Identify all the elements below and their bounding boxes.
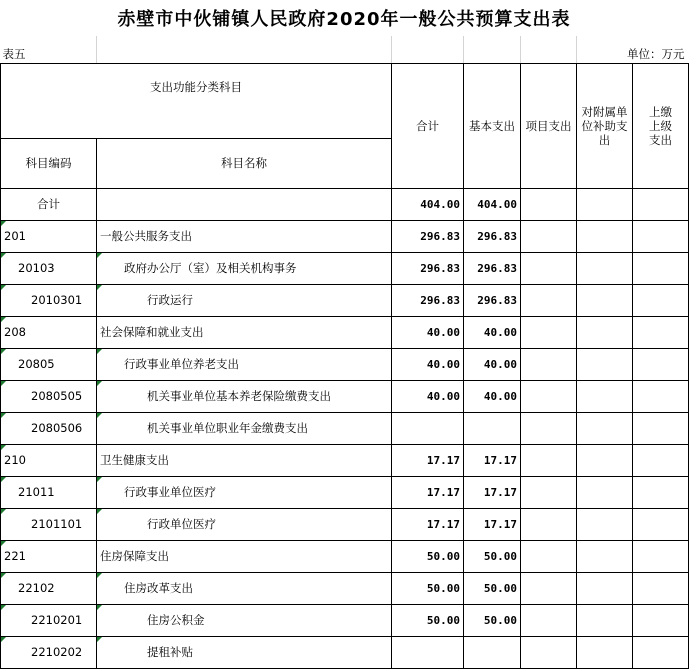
cell-subsidy[interactable] [577, 252, 633, 284]
cell-basic[interactable]: 17.17 [464, 508, 521, 540]
cell-subsidy[interactable] [577, 604, 633, 636]
cell-total[interactable]: 17.17 [392, 476, 464, 508]
cell-upper[interactable] [633, 412, 689, 444]
cell-upper[interactable] [633, 316, 689, 348]
cell-subsidy[interactable] [577, 316, 633, 348]
header-project[interactable]: 项目支出 [521, 63, 577, 188]
unit-label[interactable]: 单位：万元 [577, 36, 689, 63]
cell-project[interactable] [521, 252, 577, 284]
cell-project[interactable] [521, 444, 577, 476]
meta-row [1, 36, 689, 63]
meta-empty-cell[interactable] [97, 36, 392, 63]
cell-total[interactable]: 40.00 [392, 316, 464, 348]
cell-code[interactable]: 210 [1, 444, 97, 476]
cell-upper[interactable] [633, 188, 689, 220]
table-number[interactable]: 表五 [1, 36, 97, 63]
cell-basic[interactable]: 50.00 [464, 572, 521, 604]
header-name[interactable]: 科目名称 [97, 138, 392, 188]
cell-basic[interactable] [464, 636, 521, 668]
header-upper-text: 上缴上级支出 [649, 104, 672, 147]
cell-basic[interactable]: 17.17 [464, 476, 521, 508]
cell-project[interactable] [521, 380, 577, 412]
budget-table [0, 36, 689, 669]
header-category[interactable]: 支出功能分类科目 [1, 63, 392, 138]
cell-upper[interactable] [633, 636, 689, 668]
cell-name[interactable]: 社会保障和就业支出 [97, 316, 392, 348]
header-basic[interactable]: 基本支出 [464, 63, 521, 188]
cell-code[interactable]: 2080506 [1, 412, 97, 444]
cell-project[interactable] [521, 476, 577, 508]
cell-total[interactable]: 50.00 [392, 540, 464, 572]
header-code[interactable]: 科目编码 [1, 138, 97, 188]
meta-empty-cell[interactable] [521, 36, 577, 63]
cell-code[interactable]: 2080505 [1, 380, 97, 412]
cell-total[interactable] [392, 412, 464, 444]
cell-project[interactable] [521, 188, 577, 220]
cell-name[interactable] [97, 188, 392, 220]
cell-basic[interactable]: 40.00 [464, 348, 521, 380]
cell-code[interactable]: 2210202 [1, 636, 97, 668]
cell-total[interactable]: 17.17 [392, 508, 464, 540]
cell-name[interactable]: 政府办公厅（室）及相关机构事务 [97, 252, 392, 284]
header-total[interactable]: 合计 [392, 63, 464, 188]
cell-project[interactable] [521, 508, 577, 540]
table-row [1, 508, 689, 540]
cell-name[interactable]: 一般公共服务支出 [97, 220, 392, 252]
cell-project[interactable] [521, 604, 577, 636]
cell-total[interactable]: 296.83 [392, 252, 464, 284]
cell-basic[interactable]: 296.83 [464, 252, 521, 284]
cell-name[interactable]: 住房改革支出 [97, 572, 392, 604]
cell-subsidy[interactable] [577, 540, 633, 572]
header-subsidy-text: 对附属单位补助支出 [581, 104, 628, 147]
table-row [1, 252, 689, 284]
cell-upper[interactable] [633, 604, 689, 636]
table-row [1, 348, 689, 380]
cell-project[interactable] [521, 636, 577, 668]
cell-total[interactable]: 296.83 [392, 284, 464, 316]
cell-basic[interactable]: 40.00 [464, 316, 521, 348]
meta-empty-cell[interactable] [392, 36, 464, 63]
table-row [1, 540, 689, 572]
table-row [1, 284, 689, 316]
cell-project[interactable] [521, 540, 577, 572]
cell-name[interactable]: 行政运行 [97, 284, 392, 316]
cell-subsidy[interactable] [577, 380, 633, 412]
cell-upper[interactable] [633, 220, 689, 252]
cell-upper[interactable] [633, 572, 689, 604]
cell-project[interactable] [521, 316, 577, 348]
cell-total[interactable]: 296.83 [392, 220, 464, 252]
table-row [1, 476, 689, 508]
cell-name[interactable]: 机关事业单位职业年金缴费支出 [97, 412, 392, 444]
cell-total[interactable]: 17.17 [392, 444, 464, 476]
cell-code[interactable]: 20103 [1, 252, 97, 284]
table-row [1, 316, 689, 348]
cell-name[interactable]: 卫生健康支出 [97, 444, 392, 476]
cell-subsidy[interactable] [577, 636, 633, 668]
cell-code[interactable]: 2101101 [1, 508, 97, 540]
cell-code[interactable]: 合计 [1, 188, 97, 220]
cell-total[interactable]: 40.00 [392, 380, 464, 412]
cell-subsidy[interactable] [577, 572, 633, 604]
cell-name[interactable]: 住房公积金 [97, 604, 392, 636]
cell-total[interactable]: 40.00 [392, 348, 464, 380]
cell-subsidy[interactable] [577, 284, 633, 316]
meta-empty-cell[interactable] [464, 36, 521, 63]
cell-upper[interactable] [633, 348, 689, 380]
cell-subsidy[interactable] [577, 508, 633, 540]
cell-subsidy[interactable] [577, 220, 633, 252]
cell-project[interactable] [521, 572, 577, 604]
cell-code[interactable]: 221 [1, 540, 97, 572]
cell-upper[interactable] [633, 444, 689, 476]
cell-total[interactable]: 50.00 [392, 572, 464, 604]
table-title: 赤壁市中伙铺镇人民政府2020年一般公共预算支出表 [117, 9, 571, 30]
table-row [1, 604, 689, 636]
header-row-1 [1, 63, 689, 138]
cell-total[interactable] [392, 636, 464, 668]
cell-code[interactable]: 22102 [1, 572, 97, 604]
cell-basic[interactable]: 50.00 [464, 540, 521, 572]
cell-subsidy[interactable] [577, 412, 633, 444]
table-row [1, 444, 689, 476]
cell-subsidy[interactable] [577, 476, 633, 508]
cell-name[interactable]: 行政事业单位养老支出 [97, 348, 392, 380]
cell-name[interactable]: 提租补贴 [97, 636, 392, 668]
cell-upper[interactable] [633, 284, 689, 316]
cell-subsidy[interactable] [577, 444, 633, 476]
cell-project[interactable] [521, 412, 577, 444]
cell-name[interactable]: 行政事业单位医疗 [97, 476, 392, 508]
cell-code[interactable]: 208 [1, 316, 97, 348]
cell-subsidy[interactable] [577, 188, 633, 220]
table-row [1, 412, 689, 444]
table-row [1, 188, 689, 220]
cell-basic[interactable]: 50.00 [464, 604, 521, 636]
cell-code[interactable]: 21011 [1, 476, 97, 508]
table-row [1, 380, 689, 412]
cell-basic[interactable] [464, 412, 521, 444]
cell-basic[interactable]: 296.83 [464, 220, 521, 252]
cell-total[interactable]: 50.00 [392, 604, 464, 636]
cell-name[interactable]: 行政单位医疗 [97, 508, 392, 540]
cell-code[interactable]: 201 [1, 220, 97, 252]
table-row [1, 636, 689, 668]
cell-basic[interactable]: 296.83 [464, 284, 521, 316]
cell-code[interactable]: 2010301 [1, 284, 97, 316]
table-row [1, 572, 689, 604]
header-subsidy[interactable] [577, 63, 633, 188]
cell-upper[interactable] [633, 508, 689, 540]
cell-code[interactable]: 20805 [1, 348, 97, 380]
table-row [1, 220, 689, 252]
cell-project[interactable] [521, 220, 577, 252]
cell-name[interactable]: 机关事业单位基本养老保险缴费支出 [97, 380, 392, 412]
cell-project[interactable] [521, 284, 577, 316]
cell-name[interactable]: 住房保障支出 [97, 540, 392, 572]
cell-upper[interactable] [633, 540, 689, 572]
cell-project[interactable] [521, 348, 577, 380]
cell-upper[interactable] [633, 380, 689, 412]
cell-basic[interactable]: 17.17 [464, 444, 521, 476]
cell-subsidy[interactable] [577, 348, 633, 380]
cell-basic[interactable]: 404.00 [464, 188, 521, 220]
cell-code[interactable]: 2210201 [1, 604, 97, 636]
cell-upper[interactable] [633, 476, 689, 508]
cell-upper[interactable] [633, 252, 689, 284]
header-upper[interactable] [633, 63, 689, 188]
cell-basic[interactable]: 40.00 [464, 380, 521, 412]
cell-total[interactable]: 404.00 [392, 188, 464, 220]
